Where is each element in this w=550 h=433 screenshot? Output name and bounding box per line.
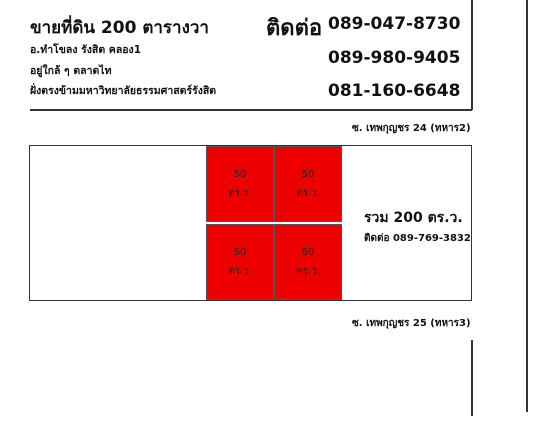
road-line-lower	[471, 340, 473, 416]
summary-contact[interactable]: ติดต่อ 089-769-3832	[364, 233, 471, 244]
lot-3-unit: ตร.ว.	[228, 266, 252, 277]
road-top-label: ซ. เทพกุญชร 24 (ทหาร2)	[352, 123, 471, 134]
opposite-text: ฝั่งตรงข้ามมหาวิทยาลัยธรรมศาสตร์รังสิต	[30, 85, 217, 97]
lot-3	[206, 224, 274, 300]
lot-4-value: 50	[301, 247, 315, 258]
total-area: รวม 200 ตร.ว.	[364, 210, 463, 226]
phone-2[interactable]: 089-980-9405	[328, 48, 461, 68]
lot-4-unit: ตร.ว.	[296, 266, 320, 277]
header-divider	[30, 109, 472, 111]
lot-2	[274, 146, 342, 222]
lot-3-value: 50	[233, 247, 247, 258]
location-text: อ.ทำโขลง รังสิต คลอง1	[30, 44, 141, 56]
lot-1-unit: ตร.ว.	[228, 188, 252, 199]
phone-3[interactable]: 081-160-6648	[328, 81, 461, 101]
lot-2-value: 50	[301, 169, 315, 180]
lot-1	[206, 146, 274, 222]
road-line-right	[526, 0, 528, 412]
nearby-text: อยู่ใกล้ ๆ ตลาดไท	[30, 65, 112, 77]
page-title: ขายที่ดิน 200 ตารางวา	[30, 18, 209, 38]
lot-2-unit: ตร.ว.	[296, 188, 320, 199]
lot-4	[274, 224, 342, 300]
road-bottom-label: ซ. เทพกุญชร 25 (ทหาร3)	[352, 318, 471, 329]
lot-1-value: 50	[233, 169, 247, 180]
road-line-left	[471, 0, 473, 110]
contact-label: ติดต่อ	[266, 16, 323, 41]
phone-1[interactable]: 089-047-8730	[328, 14, 461, 34]
